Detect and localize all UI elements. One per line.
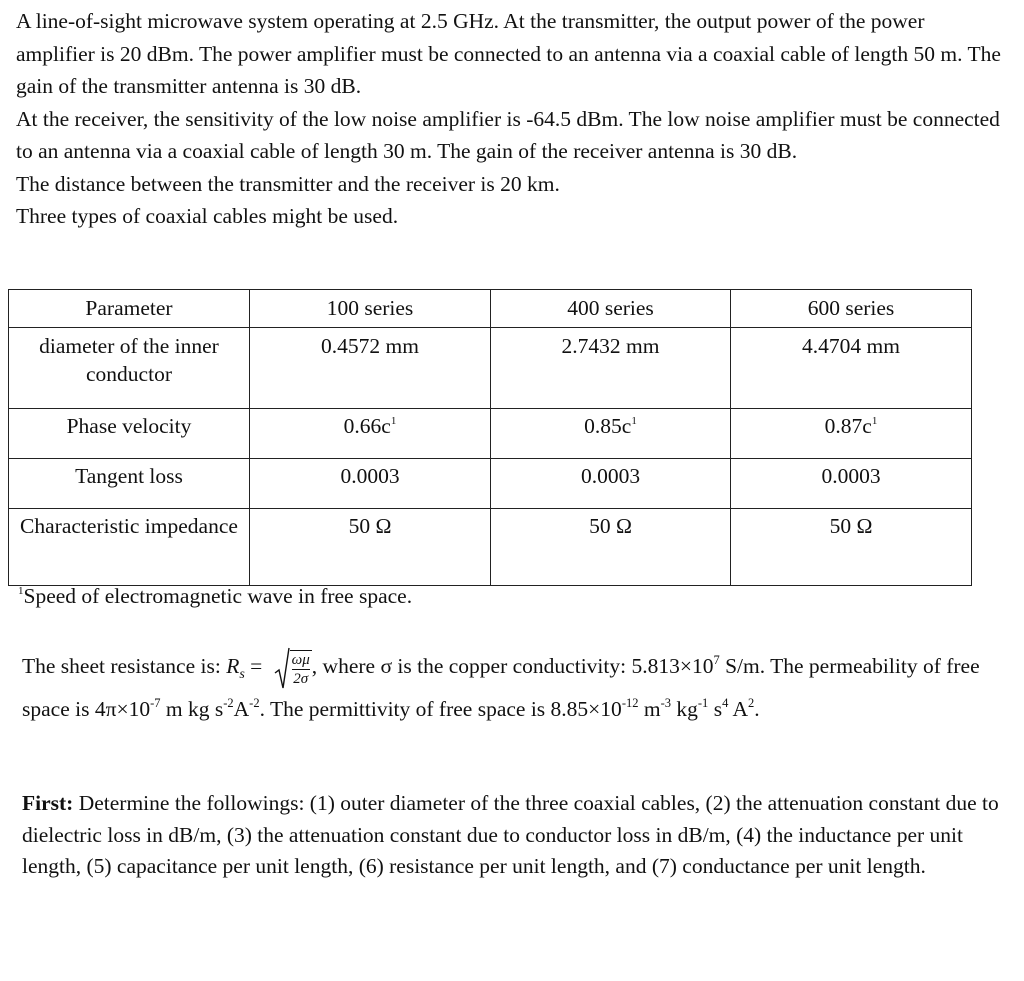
sheet-text-part: A [233, 697, 250, 722]
table-row [9, 328, 972, 409]
value-cell: 0.4572 mm [250, 328, 491, 409]
intro-text [16, 5, 1008, 233]
value-cell [250, 409, 491, 459]
value-cell: 50 Ω [250, 509, 491, 586]
footnote-mark: 1 [18, 585, 24, 597]
sheet-lead: The sheet resistance is: [22, 653, 227, 678]
coax-parameter-table [8, 289, 972, 586]
rs-subscript: s [239, 667, 245, 683]
footnote-mark: 1 [390, 415, 397, 427]
sheet-text-part: m [638, 697, 661, 722]
sheet-resistance-formula [274, 646, 312, 690]
intro-paragraph-4: Three types of coaxial cables might be used. [16, 204, 399, 228]
table-footnote [18, 584, 412, 609]
equals-sign: = [244, 653, 268, 678]
exponent: 4 [722, 696, 729, 711]
value-cell: 2.7432 mm [491, 328, 731, 409]
parameter-cell: diameter of the inner conductor [9, 328, 250, 409]
exponent: 7 [713, 652, 720, 667]
exponent: -7 [150, 696, 161, 711]
sheet-resistance-paragraph [22, 646, 1002, 726]
first-body: Determine the followings: (1) outer diameter of the three coaxial cables, (2) the attenuation constant due to dielectric loss in dB/m, (3) the attenuation constant due to conductor loss in dB/m, (4) the inductance per unit length, (5) capacitance per unit length, (6) resistance per unit length, and (7) conductance per unit length. [22, 791, 999, 878]
exponent: -3 [660, 696, 672, 711]
value-cell: 0.0003 [491, 459, 731, 509]
exponent: -2 [223, 696, 234, 711]
sheet-text-part: . [754, 697, 760, 722]
sheet-text-part: S/m. The permeability of free space is 4π×10 [22, 653, 980, 722]
exponent: -12 [621, 696, 639, 711]
formula-fraction [290, 650, 312, 687]
formula-comma: , [311, 653, 318, 678]
sheet-text-part: where σ is the copper conductivity: 5.813×10 [317, 653, 714, 678]
rs-symbol: R [226, 653, 240, 678]
intro-paragraph-1: A line-of-sight microwave system operating at 2.5 GHz. At the transmitter, the output power of the power amplifier is 20 dBm. The power amplifier must be connected to an antenna via a coaxial cable of length 50 m. The gain of the transmitter antenna is 30 dB. [16, 9, 1001, 98]
formula-denominator: 2σ [293, 670, 309, 687]
parameter-cell: Tangent loss [9, 459, 250, 509]
footnote-mark: 1 [631, 415, 637, 427]
footnote-mark: 1 [871, 415, 878, 427]
first-task-text [22, 788, 1002, 883]
table-header-cell: 100 series [250, 290, 491, 328]
sheet-text-part: . The permittivity of free space is 8.85×10 [259, 697, 622, 722]
footnote-text: Speed of electromagnetic wave in free space. [23, 584, 413, 608]
value-text: 0.85c [584, 414, 632, 438]
table-row [9, 459, 972, 509]
value-cell: 0.0003 [250, 459, 491, 509]
sheet-text [22, 646, 1002, 726]
value-cell [491, 409, 731, 459]
sheet-text-part: kg [671, 697, 698, 722]
exponent: 2 [748, 696, 755, 711]
value-text: 0.87c [824, 414, 872, 438]
intro-paragraph-2: At the receiver, the sensitivity of the low noise amplifier is -64.5 dBm. The low noise amplifier must be connected to an antenna via a coaxial cable of length 30 m. The gain of the receiver antenna is 30 dB. [16, 106, 1000, 163]
first-label: First: [22, 791, 74, 815]
value-cell: 4.4704 mm [731, 328, 972, 409]
intro-paragraph-3: The distance between the transmitter and the receiver is 20 km. [16, 171, 560, 196]
sheet-text-part: s [708, 697, 723, 722]
value-cell: 50 Ω [731, 509, 972, 586]
parameter-cell: Characteristic impedance [9, 509, 250, 586]
square-root-icon [274, 646, 290, 690]
sheet-text-part: A [728, 697, 749, 722]
value-cell: 0.0003 [731, 459, 972, 509]
value-cell: 50 Ω [491, 509, 731, 586]
table-row [9, 509, 972, 586]
sheet-text-part: m kg s [160, 697, 224, 722]
parameter-cell: Phase velocity [9, 409, 250, 459]
value-cell [731, 409, 972, 459]
formula-numerator: ωμ [291, 651, 310, 668]
table-header-cell: 400 series [491, 290, 731, 328]
table-header-row [9, 290, 972, 328]
table-header-cell: Parameter [9, 290, 250, 328]
exponent: -1 [697, 696, 709, 711]
value-text: 0.66c [343, 414, 391, 438]
table-header-cell: 600 series [731, 290, 972, 328]
first-task-paragraph [22, 788, 1002, 883]
table-row [9, 409, 972, 459]
exponent: -2 [249, 696, 260, 711]
